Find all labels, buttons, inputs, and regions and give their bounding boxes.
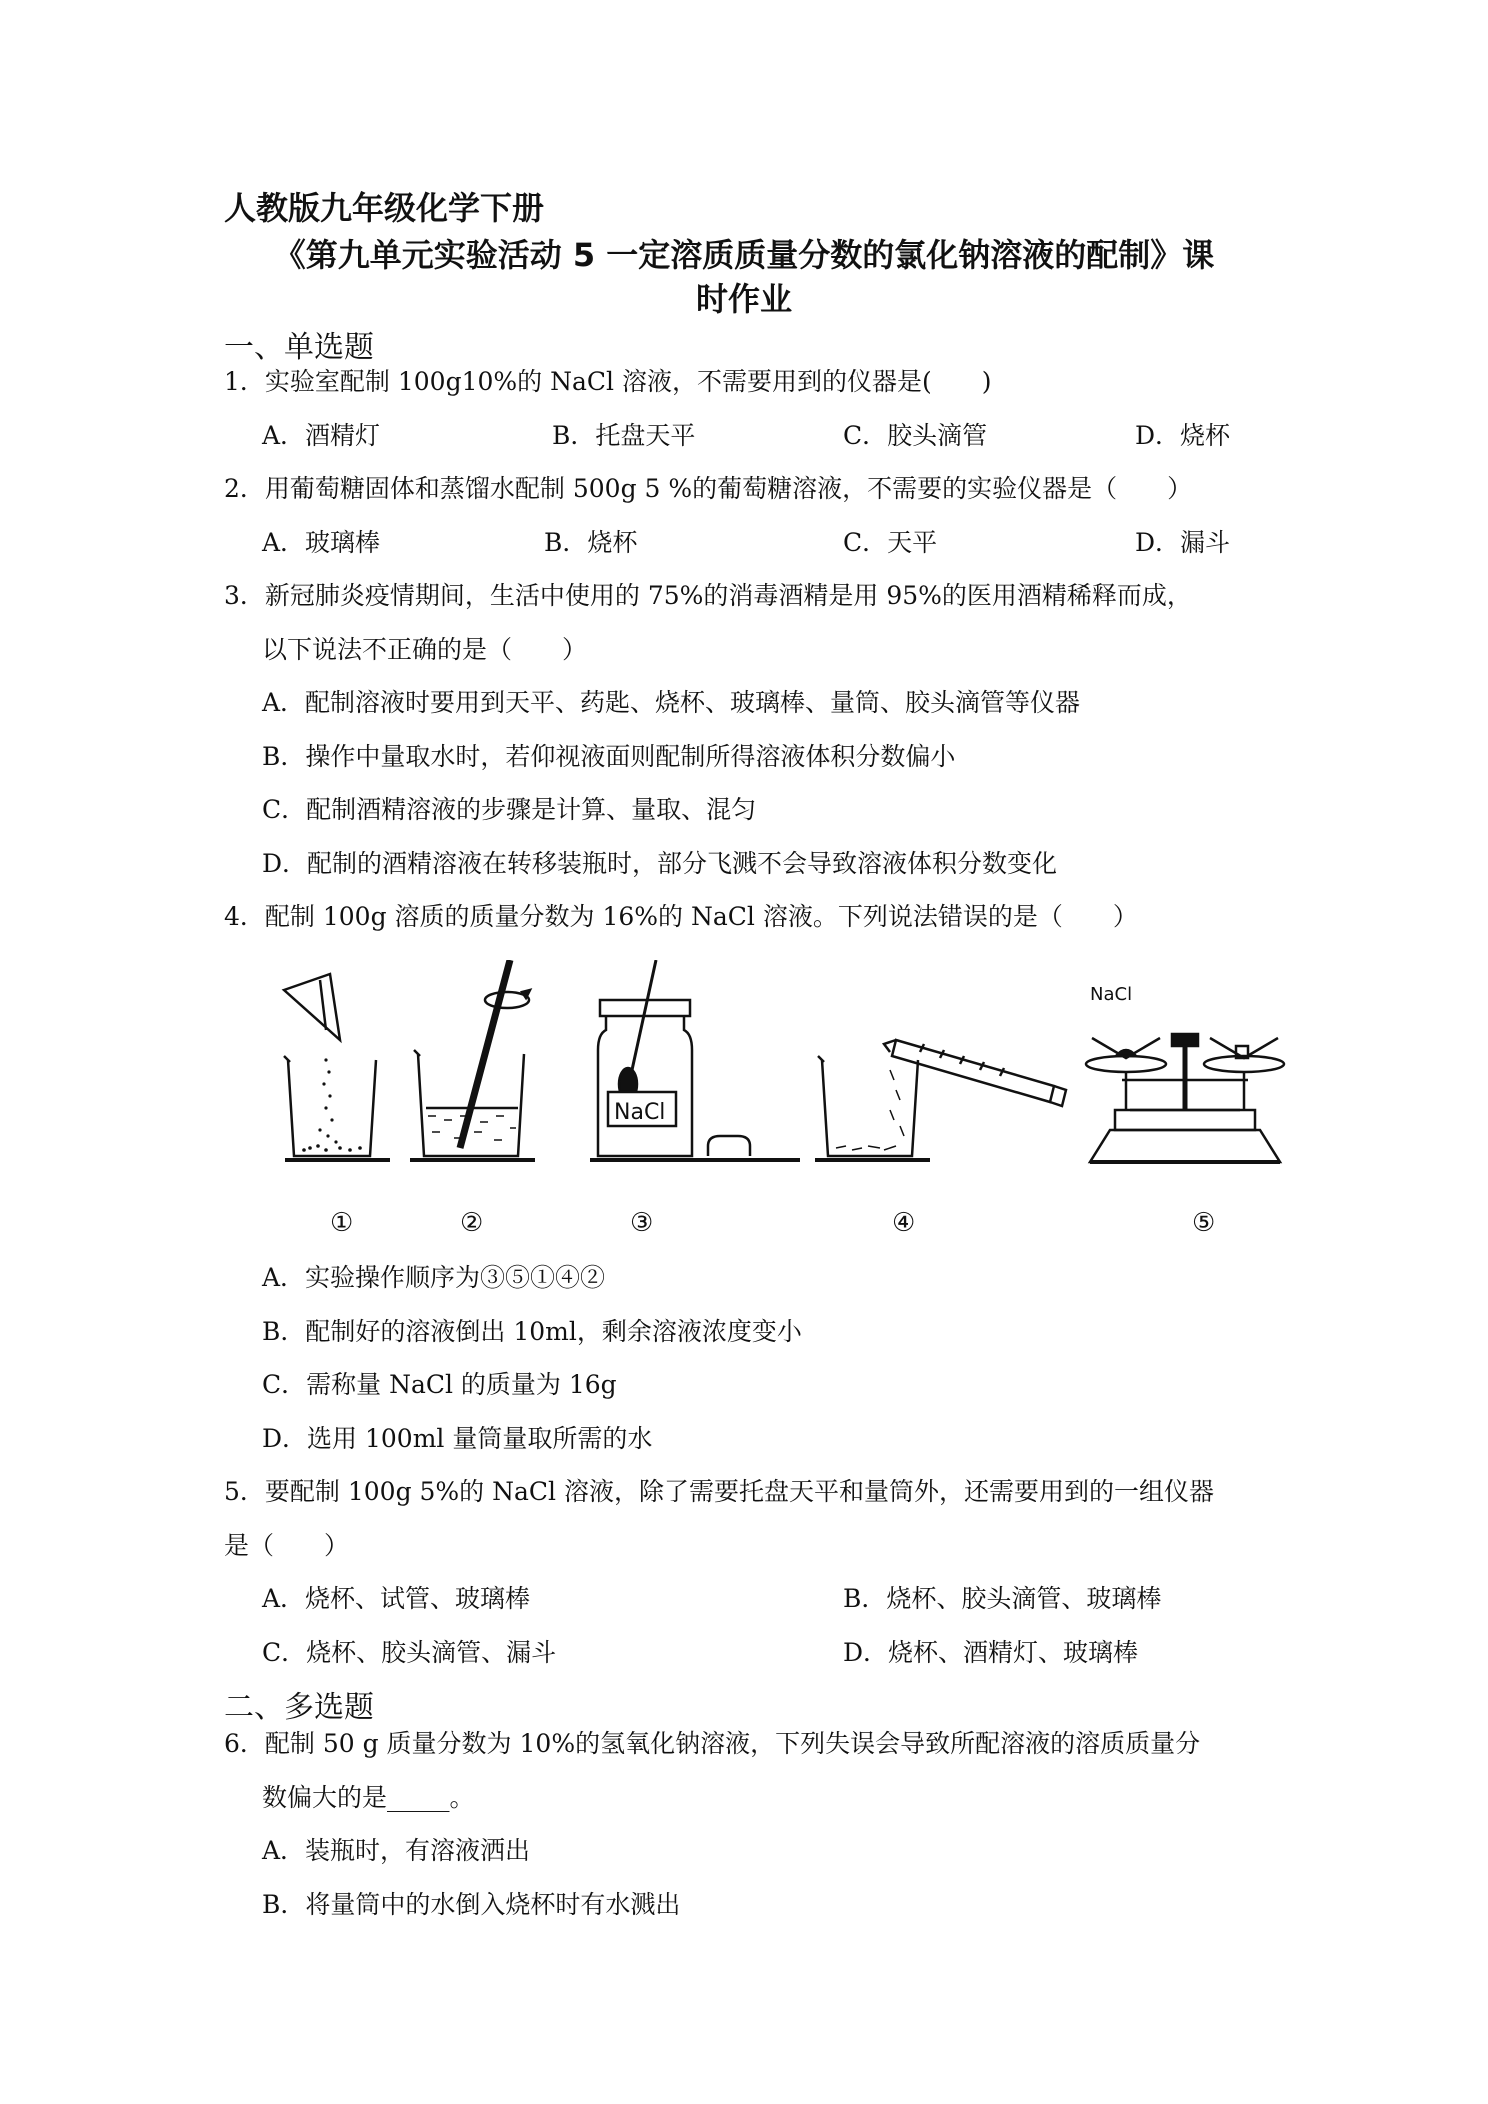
figure-label-1: ① xyxy=(330,1208,354,1238)
q2-option-a: A．玻璃棒 xyxy=(262,528,381,557)
nacl-label-bottle: NaCl xyxy=(614,1100,666,1125)
question-6-stem-line1: 6．配制 50 g 质量分数为 10%的氢氧化钠溶液，下列失误会导致所配溶液的溶质质量分 xyxy=(224,1729,1201,1758)
q5-option-c: C．烧杯、胶头滴管、漏斗 xyxy=(262,1638,557,1667)
question-6-stem-line2: 数偏大的是_____。 xyxy=(262,1783,475,1812)
q3-option-b: B．操作中量取水时，若仰视液面则配制所得溶液体积分数偏小 xyxy=(262,742,956,771)
title-line-2: 《第九单元实验活动 5 一定溶质质量分数的氯化钠溶液的配制》课 xyxy=(273,236,1215,274)
beaker-1-icon xyxy=(284,974,390,1160)
q2-option-d: D．漏斗 xyxy=(1135,528,1231,557)
lab-procedure-figure xyxy=(260,960,1320,1240)
figure-label-4: ④ xyxy=(892,1208,916,1238)
nacl-label-balance: NaCl xyxy=(1090,984,1133,1005)
q5-option-b: B．烧杯、胶头滴管、玻璃棒 xyxy=(843,1584,1162,1613)
q3-option-c: C．配制酒精溶液的步骤是计算、量取、混匀 xyxy=(262,795,757,824)
beaker-2-icon xyxy=(410,960,535,1160)
q4-option-c: C．需称量 NaCl 的质量为 16g xyxy=(262,1370,617,1399)
section-single-choice: 一、单选题 xyxy=(224,330,374,365)
title-line-3: 时作业 xyxy=(695,280,792,318)
q1-option-a: A．酒精灯 xyxy=(262,421,381,450)
figure-label-3: ③ xyxy=(630,1208,654,1238)
question-5-stem-line1: 5．要配制 100g 5%的 NaCl 溶液，除了需要托盘天平和量筒外，还需要用到的一组仪器 xyxy=(224,1477,1214,1506)
balance-icon xyxy=(1086,1034,1284,1162)
q4-option-d: D．选用 100ml 量筒量取所需的水 xyxy=(262,1424,653,1453)
beaker-cylinder-icon xyxy=(815,1040,1066,1160)
figure-label-2: ② xyxy=(460,1208,484,1238)
question-5-stem-line2: 是（ ） xyxy=(224,1531,350,1560)
section-multiple-choice: 二、多选题 xyxy=(224,1690,374,1725)
q1-option-b: B．托盘天平 xyxy=(552,421,696,450)
question-3-stem-line2: 以下说法不正确的是（ ） xyxy=(262,635,588,664)
q3-option-a: A．配制溶液时要用到天平、药匙、烧杯、玻璃棒、量筒、胶头滴管等仪器 xyxy=(262,688,1081,717)
q1-option-d: D．烧杯 xyxy=(1135,421,1231,450)
reagent-bottle-icon xyxy=(590,960,800,1160)
q5-option-a: A．烧杯、试管、玻璃棒 xyxy=(262,1584,531,1613)
q4-option-b: B．配制好的溶液倒出 10ml，剩余溶液浓度变小 xyxy=(262,1317,802,1346)
q5-option-d: D．烧杯、酒精灯、玻璃棒 xyxy=(843,1638,1139,1667)
q6-option-b: B．将量筒中的水倒入烧杯时有水溅出 xyxy=(262,1890,681,1919)
q2-option-b: B．烧杯 xyxy=(544,528,638,557)
q6-option-a: A．装瓶时，有溶液洒出 xyxy=(262,1836,531,1865)
title-line-1: 人教版九年级化学下册 xyxy=(224,189,545,227)
q3-option-d: D．配制的酒精溶液在转移装瓶时，部分飞溅不会导致溶液体积分数变化 xyxy=(262,849,1058,878)
figure-label-5: ⑤ xyxy=(1192,1208,1216,1238)
question-4-stem: 4．配制 100g 溶质的质量分数为 16%的 NaCl 溶液。下列说法错误的是（ ） xyxy=(224,902,1138,931)
q1-option-c: C．胶头滴管 xyxy=(843,421,988,450)
q2-option-c: C．天平 xyxy=(843,528,938,557)
question-1-stem: 1．实验室配制 100g10%的 NaCl 溶液，不需要用到的仪器是( ) xyxy=(224,367,992,396)
q4-option-a: A．实验操作顺序为③⑤①④② xyxy=(262,1263,606,1292)
question-2-stem: 2．用葡萄糖固体和蒸馏水配制 500g 5 %的葡萄糖溶液，不需要的实验仪器是（ ） xyxy=(224,474,1193,503)
question-3-stem-line1: 3．新冠肺炎疫情期间，生活中使用的 75%的消毒酒精是用 95%的医用酒精稀释而成， xyxy=(224,581,1192,610)
